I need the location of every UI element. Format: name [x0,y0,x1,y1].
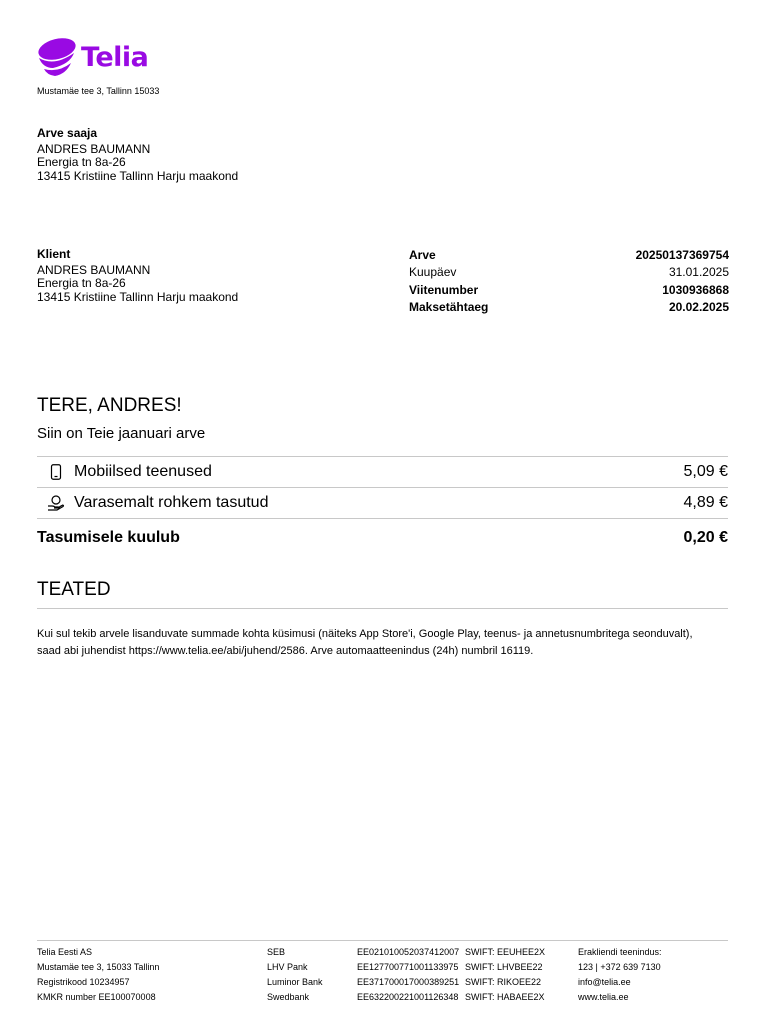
line-item-mobile [37,457,728,487]
due-date-label: Maksetähtaeg [409,300,489,315]
client-street: Energia tn 8a-26 [37,276,126,290]
footer-ibans [357,945,459,1005]
invoice-date-row [409,264,729,282]
footer-iban: EE632200221001126348 [357,992,459,1002]
invoice-subtitle: Siin on Teie jaanuari arve [37,425,206,442]
footer-divider [37,940,728,941]
client-block [37,248,238,304]
footer-service-label: Erakliendi teenindus: [578,947,662,957]
footer-company [37,945,159,1005]
footer-email: info@telia.ee [578,977,631,987]
recipient-block [37,127,238,183]
footer-swift: SWIFT: LHVBEE22 [465,962,543,972]
line-item-amount: 4,89 € [683,494,728,511]
footer-iban: EE127700771001133975 [357,962,459,972]
line-item-label: Mobiilsed teenused [74,463,212,480]
footer-company-address: Mustamäe tee 3, 15033 Tallinn [37,962,160,972]
company-address: Mustamäe tee 3, Tallinn 15033 [37,86,160,96]
footer-swift: SWIFT: EEUHEE2X [465,947,546,957]
notice-text: Kui sul tekib arvele lisanduvate summade kohta küsimusi (näiteks App Store'i, Google Play, teenus- ja annetusnumbritega seonduvalt), saad abi juhendist https://www.telia.ee/abi/juhend/2586. Arve automaatteenindus (24h) numbril 16119. [37,628,693,657]
footer-swifts [465,945,545,1005]
footer-company-name: Telia Eesti AS [37,947,93,957]
invoice-date-label: Kuupäev [409,265,457,280]
greeting: TERE, ANDRES! [37,395,182,416]
total-row [37,526,728,550]
footer-swift: SWIFT: HABAEE2X [465,992,545,1002]
invoice-number-value: 20250137369754 [635,247,729,262]
recipient-street: Energia tn 8a-26 [37,155,126,169]
reference-number-row [409,281,729,299]
footer-iban: EE371700017000389251 [357,977,460,987]
recipient-heading: Arve saaja [37,126,98,140]
mobile-phone-icon [37,464,74,480]
line-item-amount: 5,09 € [683,463,728,480]
footer-bank-name: LHV Pank [267,962,308,972]
recipient-city: 13415 Kristiine Tallinn Harju maakond [37,168,239,183]
total-label: Tasumisele kuulub [37,529,180,546]
footer-bank-name: SEB [267,947,286,957]
footer-bank-name: Luminor Bank [267,977,323,987]
reference-number-value: 1030936868 [662,282,729,297]
footer-banks [267,945,323,1005]
footer-swift: SWIFT: RIKOEE22 [465,977,542,987]
invoice-info [409,246,729,316]
invoice-number-row [409,246,729,264]
recipient-name: ANDRES BAUMANN [37,141,151,156]
line-item-label: Varasemalt rohkem tasutud [74,494,269,511]
footer-iban: EE021010052037412007 [357,947,460,957]
brand-name: Telia [81,41,149,73]
footer-vat-number: KMKR number EE100070008 [37,992,156,1002]
footer-website: www.telia.ee [578,992,629,1002]
footer-registry-code: Registrikood 10234957 [37,977,130,987]
due-date-row [409,299,729,317]
client-name: ANDRES BAUMANN [37,262,151,277]
due-date-value: 20.02.2025 [668,300,729,315]
footer-contact [578,945,662,1005]
client-city: 13415 Kristiine Tallinn Harju maakond [37,289,239,304]
hand-coin-icon [37,495,74,511]
divider [37,608,728,609]
invoice-date-value: 31.01.2025 [668,265,729,280]
telia-logo [36,36,151,78]
telia-logo-icon [36,36,77,78]
footer-bank-name: Swedbank [267,992,310,1002]
total-amount: 0,20 € [683,529,728,546]
divider [37,518,728,519]
invoice-number-label: Arve [409,247,436,262]
line-item-overpaid [37,488,728,518]
client-heading: Klient [37,247,71,261]
notices-heading: TEATED [37,579,111,600]
footer-phone: 123 | +372 639 7130 [578,962,661,972]
reference-number-label: Viitenumber [409,282,479,297]
